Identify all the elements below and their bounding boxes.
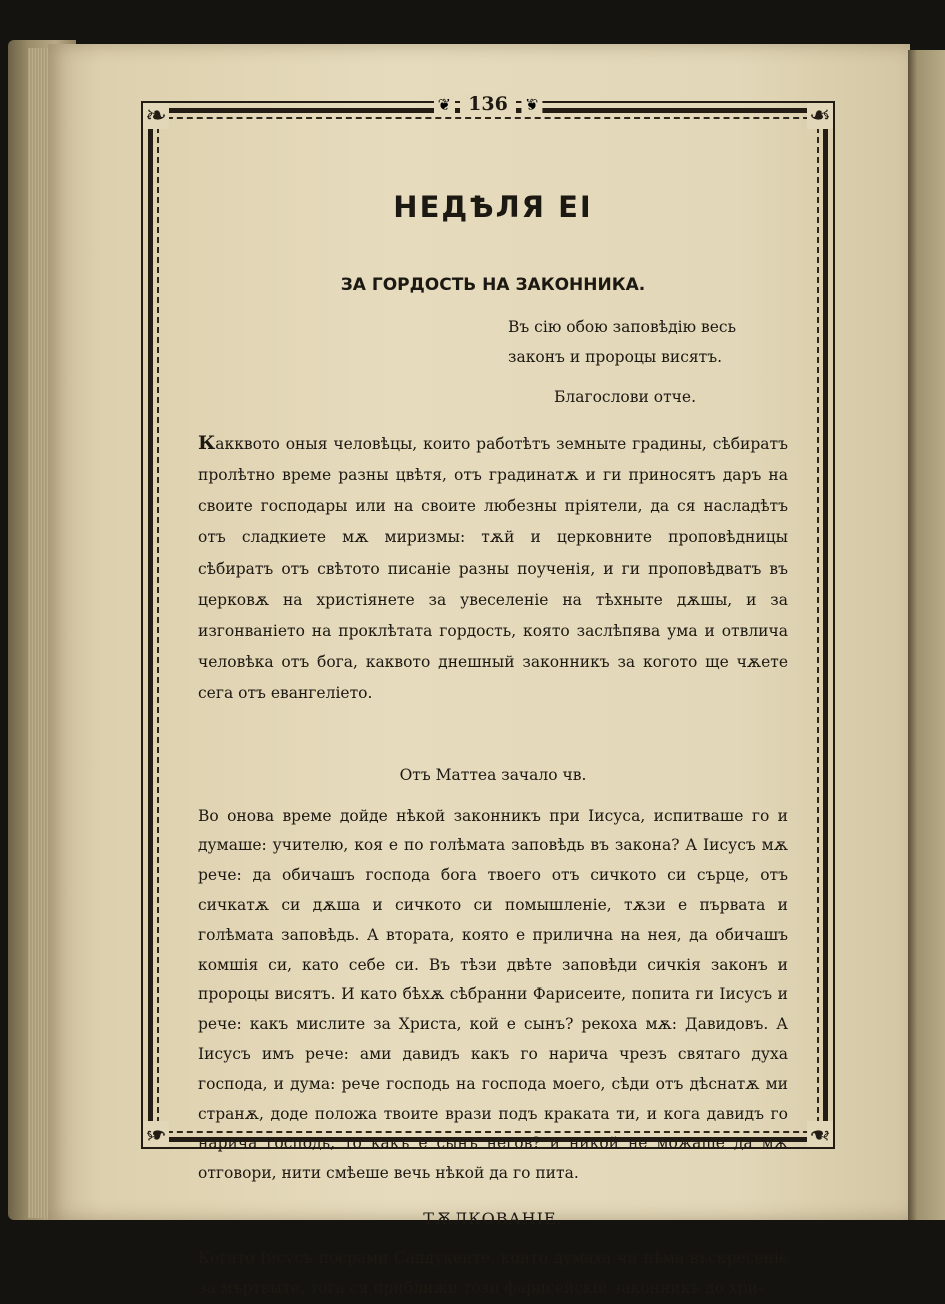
gospel-reading-heading: Отъ Маттеа зачало чв. [399,765,587,784]
corner-ornament-icon: ❧ [143,1121,169,1147]
intro-paragraph [198,428,788,710]
laurel-ornament-icon: ❦ [521,95,542,114]
page-number: 136 [460,93,516,115]
corner-ornament-icon: ❧ [807,103,833,129]
text-area [198,190,788,1304]
intro-paragraph-text: акквото оныя человѣцы, които работѣтъ земныте градины, сѣбиратъ пролѣтно време разны цвѣтя, отъ градинатѫ и ги приносятъ даръ на своите господары или на своите любезны прiятели, да ся насладѣтъ отъ сладкиете мѫ миризмы: тѫй и церковните проповѣдницы сѣбиратъ отъ свѣтото писанiе разны поученiя, и ги проповѣдватъ въ церковѫ на христiянете за увеселенiе на тѣхныте дѫшы, и за изгонванiето на проклѣтата гордость, която заслѣпява ума и отвлича человѣка отъ бога, каквото днешный законникъ за когото ще чѫете сега отъ евангелiето. [198,434,788,703]
blessing: Благослови отче. [553,387,696,406]
right-page-edge [908,50,945,1220]
epigraph: Въ сiю обою заповѣдiю весь законъ и пророцы висятъ. [508,317,737,366]
page-stack [28,48,48,1218]
commentary-paragraph: Когато Iисусъ посрами Саддукеите, които думаха чи нѣма въскресенiе за мъртвыте, тога ся приближи този фарисейскiй законникъ до хри- [198,1248,788,1297]
laurel-ornament-icon: ❦ [434,95,455,114]
page-title: НЕДѢЛЯ ЕI [393,190,593,224]
page-header [153,93,823,115]
corner-ornament-icon: ❧ [807,1121,833,1147]
commentary-heading: ТѪЛКОВАНIЕ. [423,1208,563,1228]
gospel-paragraph: Во онова време дойде нѣкой законникъ при Iисуса, испитваше го и думаше: учителю, коя е по голѣмата заповѣдь въ закона? А Iисусъ мѫ рече: да обичашъ господа бога твоего отъ сичкото си сърце, отъ сичкатѫ си дѫша и сичкото си помышленiе, тѫзи е първата и голѣмата заповѣдь. А втората, която е прилична на нея, да обичашъ комшiя си, като себе си. Въ тѣзи двѣте заповѣди сичкiя законъ и пророцы висятъ. И като бѣхѫ сѣбранни Фарисеите, попита ги Iисусъ и рече: какъ мислите за Христа, кой е сынъ? рекоха мѫ: Давидовъ. А Iисусъ имъ рече: ами давидъ какъ го нарича чрезъ святаго духа господа, и дума: рече господь на господа моего, сѣди отъ дѣснатѫ ми странѫ, доде положа твоите врази подъ краката ти, и кога давидъ го нарича господь, то какъ е сынъ негов? и никой не можаше да мѫ отговори, нити смѣеше вечь нѣкой да го пита. [198,806,788,1183]
corner-ornament-icon: ❧ [143,103,169,129]
drop-cap: К [198,431,216,454]
page-subtitle: ЗА ГОРДОСТЬ НА ЗАКОННИКА. [340,274,646,295]
